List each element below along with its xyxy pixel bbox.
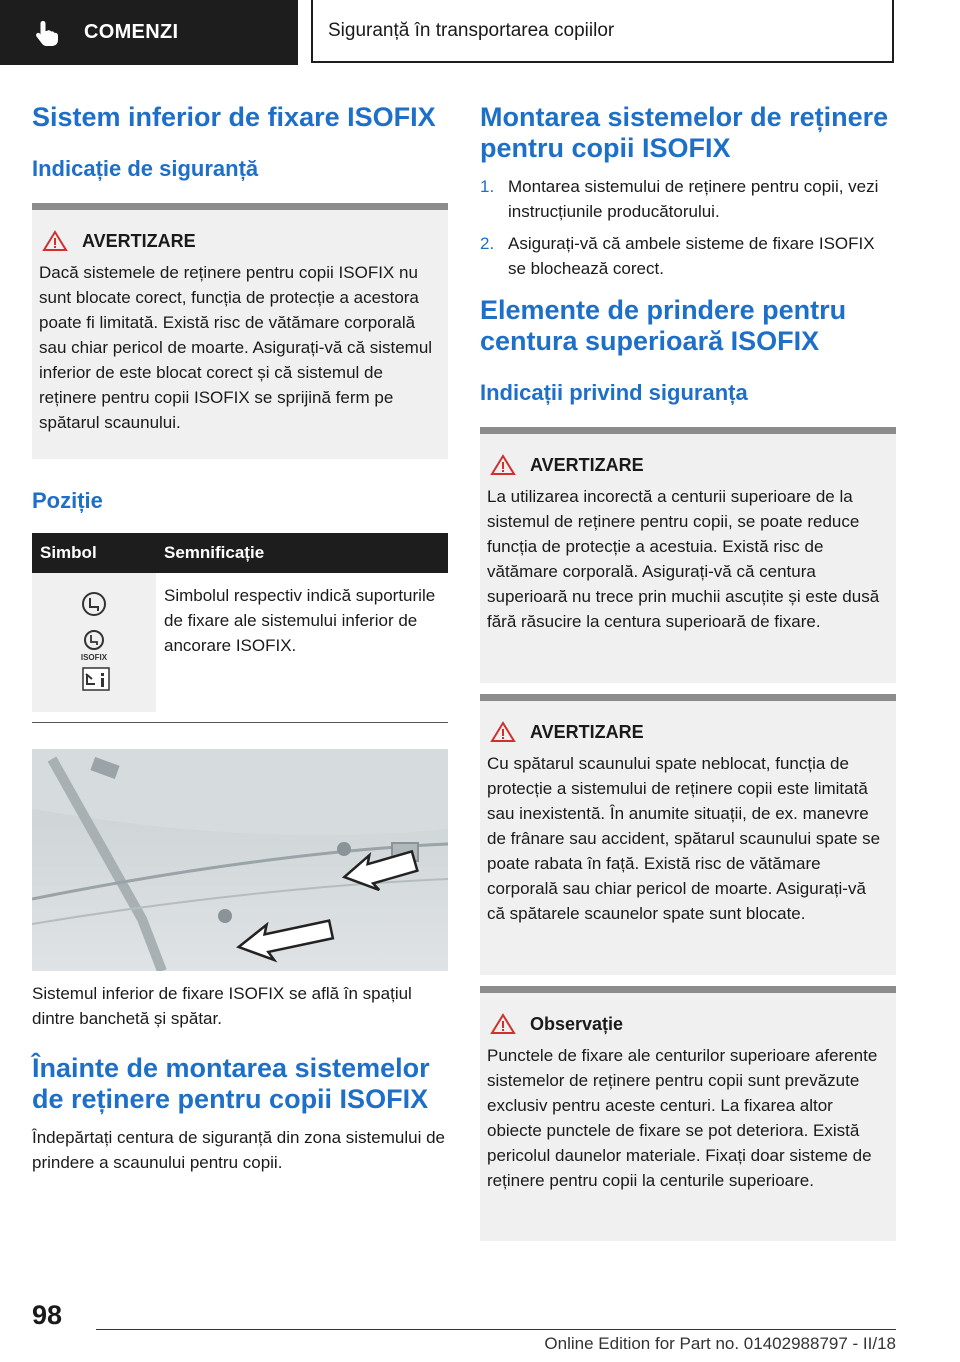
symbol-cell	[32, 573, 156, 712]
photo-caption: Sistemul inferior de fixare ISOFIX se află în spațiul dintre banchetă și spătar.	[32, 984, 412, 1028]
page-number: 98	[32, 1300, 63, 1330]
step-number: 2.	[480, 234, 495, 253]
warning-title: AVERTIZARE	[82, 230, 196, 251]
footer-divider	[96, 1329, 896, 1330]
warning-triangle-icon	[490, 454, 516, 476]
isofix-title: Sistem inferior de fixare ISOFIX	[32, 102, 436, 132]
isofix-label-icon	[81, 631, 108, 662]
safety-heading: Indicație de siguranță	[32, 156, 259, 181]
list-item	[480, 231, 896, 281]
before-mount-text: Îndepărtați centura de siguranță din zona sistemului de prindere a scaunului pentru copii.	[32, 1128, 445, 1172]
warning-title: AVERTIZARE	[530, 454, 644, 475]
warning-text: Dacă sistemele de reținere pentru copii ISOFIX nu sunt blocate corect, funcția de protecție a acestora poate fi limitată. Există risc de vătămare corporală sau chiar pericol de moarte. Asigurați-vă că sistemul inferior de este blocat corect și că sistemul de reținere pentru copii ISOFIX se sprijină ferm pe spătarul scaunului.	[39, 263, 433, 432]
warning-box	[480, 694, 896, 975]
warning-box	[32, 203, 448, 459]
position-heading: Poziție	[32, 488, 103, 513]
tether-title: Elemente de prindere pentru centura superioară ISOFIX	[480, 295, 847, 356]
edition-text: Online Edition for Part no. 01402988797 - II/18	[544, 1334, 896, 1353]
note-title: Observație	[530, 1013, 624, 1034]
table-row	[32, 573, 448, 712]
warning-title: AVERTIZARE	[530, 721, 644, 742]
note-text: Punctele de fixare ale centurilor superioare aferente sistemelor de reținere pentru copii sunt prevăzute exclusiv pentru aceste centuri. La fixarea altor obiecte punctele de fixare se pot deteriora. Există pericolul daunelor materiale. Fixați doar sisteme de reținere pentru copii la centurile superioare.	[487, 1046, 878, 1190]
isofix-symbols	[33, 574, 155, 704]
right-column	[480, 96, 896, 1241]
warning-triangle-icon	[490, 721, 516, 743]
chapter-header	[311, 0, 894, 63]
chapter-title: Siguranță în transportarea copiilor	[328, 19, 615, 41]
step-text: Asigurați-vă că ambele sisteme de fixare ISOFIX se blochează corect.	[508, 234, 875, 278]
isofix-seat-icon	[83, 593, 105, 615]
tether-safety-heading: Indicații privind siguranța	[480, 380, 748, 405]
section-tab[interactable]	[0, 0, 298, 65]
col-symbol-header: Simbol	[32, 533, 156, 573]
mount-title: Montarea sistemelor de reținere pentru copii ISOFIX	[480, 102, 889, 163]
before-mount-title: Înainte de montarea sistemelor de reținere pentru copii ISOFIX	[32, 1053, 430, 1114]
table-divider	[32, 722, 448, 723]
step-number: 1.	[480, 177, 495, 196]
isofix-symbol-text: ISOFIX	[80, 653, 108, 662]
left-column	[32, 96, 448, 1175]
note-box	[480, 986, 896, 1241]
section-label: COMENZI	[84, 21, 179, 43]
isofix-location-photo	[32, 749, 448, 971]
warning-box	[480, 427, 896, 683]
step-text: Montarea sistemului de reținere pentru copii, vezi instrucțiunile producătorului.	[508, 177, 879, 221]
list-item	[480, 174, 896, 224]
warning-text: Cu spătarul scaunului spate neblocat, funcția de protecție a sistemului de reținere copii este limitată sau inexistentă. În anumite situații, de ex. manevre de frânare sau accident, spătarul scaunului spate se poate rabata în față. Există risc de vătămare corporală sau chiar pericol de moarte. Asigurați-vă că spătarele scaunelor spate sunt blocate.	[487, 754, 881, 923]
isofix-info-icon	[83, 668, 109, 690]
symbol-table	[32, 533, 448, 712]
mount-steps	[480, 174, 896, 281]
hand-pointer-icon	[32, 18, 62, 48]
warning-triangle-icon	[42, 230, 68, 252]
col-meaning-header: Semnificație	[156, 533, 448, 573]
warning-triangle-icon	[490, 1013, 516, 1035]
warning-text: La utilizarea incorectă a centurii superioare de la sistemul de reținere pentru copii, se poate reduce funcția de protecție a acestuia. Există risc de vătămare corporală. Asigurați-vă că centura superioară nu trece prin muchii ascuțite și este dusă fără răsucire la centura superioară de fixare.	[487, 487, 880, 631]
symbol-meaning: Simbolul respectiv indică suporturile de fixare ale sistemului inferior de ancorare ISOFIX.	[164, 586, 436, 655]
